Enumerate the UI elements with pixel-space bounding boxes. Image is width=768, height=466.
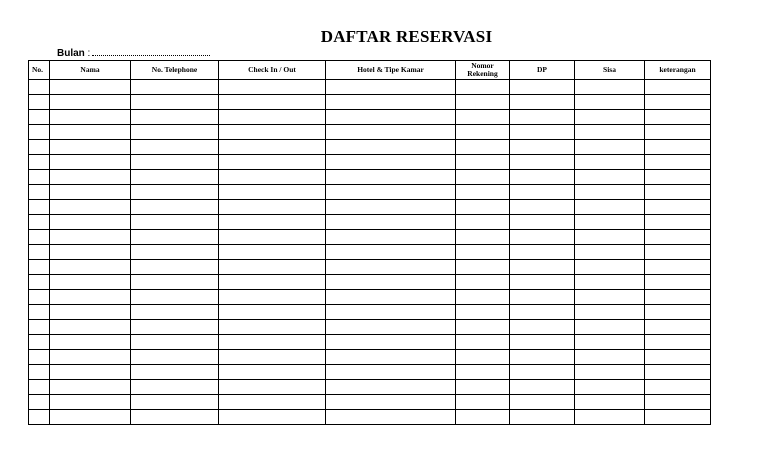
table-cell[interactable] — [131, 335, 219, 350]
table-cell[interactable] — [575, 335, 645, 350]
table-cell[interactable] — [50, 95, 131, 110]
table-cell[interactable] — [326, 395, 456, 410]
table-cell[interactable] — [50, 185, 131, 200]
table-cell[interactable] — [326, 260, 456, 275]
table-cell[interactable] — [456, 395, 510, 410]
table-cell[interactable] — [29, 305, 50, 320]
table-cell[interactable] — [29, 335, 50, 350]
table-cell[interactable] — [510, 320, 575, 335]
bulan-label: Bulan — [57, 48, 85, 59]
table-cell[interactable] — [456, 305, 510, 320]
table-cell[interactable] — [645, 275, 711, 290]
table-row — [29, 365, 711, 380]
table-cell[interactable] — [219, 275, 326, 290]
table-cell[interactable] — [29, 290, 50, 305]
table-cell[interactable] — [219, 260, 326, 275]
table-cell[interactable] — [50, 365, 131, 380]
table-cell[interactable] — [326, 185, 456, 200]
table-cell[interactable] — [131, 410, 219, 425]
col-header-keterangan: keterangan — [645, 61, 711, 80]
table-cell[interactable] — [575, 260, 645, 275]
table-cell[interactable] — [575, 155, 645, 170]
table-cell[interactable] — [219, 140, 326, 155]
table-cell[interactable] — [510, 245, 575, 260]
table-cell[interactable] — [575, 215, 645, 230]
table-cell[interactable] — [29, 395, 50, 410]
table-cell[interactable] — [575, 305, 645, 320]
table-cell[interactable] — [575, 140, 645, 155]
bulan-blank-line — [92, 46, 210, 56]
table-cell[interactable] — [510, 305, 575, 320]
table-row — [29, 230, 711, 245]
table-cell[interactable] — [50, 200, 131, 215]
table-cell[interactable] — [456, 95, 510, 110]
table-cell[interactable] — [219, 200, 326, 215]
table-cell[interactable] — [510, 125, 575, 140]
table-row — [29, 185, 711, 200]
table-row — [29, 335, 711, 350]
table-cell[interactable] — [131, 200, 219, 215]
table-cell[interactable] — [29, 350, 50, 365]
table-row — [29, 140, 711, 155]
table-cell[interactable] — [456, 290, 510, 305]
page-title: DAFTAR RESERVASI — [320, 27, 493, 46]
table-cell[interactable] — [575, 290, 645, 305]
table-cell[interactable] — [219, 335, 326, 350]
table-cell[interactable] — [131, 215, 219, 230]
table-cell[interactable] — [131, 110, 219, 125]
table-row — [29, 215, 711, 230]
table-cell[interactable] — [29, 110, 50, 125]
table-cell[interactable] — [131, 305, 219, 320]
table-cell[interactable] — [29, 95, 50, 110]
table-cell[interactable] — [510, 335, 575, 350]
table-cell[interactable] — [456, 215, 510, 230]
table-row — [29, 170, 711, 185]
table-cell[interactable] — [219, 380, 326, 395]
table-cell[interactable] — [219, 365, 326, 380]
table-cell[interactable] — [575, 185, 645, 200]
table-cell[interactable] — [510, 110, 575, 125]
table-cell[interactable] — [131, 290, 219, 305]
table-cell[interactable] — [50, 110, 131, 125]
table-cell[interactable] — [29, 380, 50, 395]
table-cell[interactable] — [219, 95, 326, 110]
table-cell[interactable] — [456, 185, 510, 200]
table-cell[interactable] — [326, 350, 456, 365]
table-cell[interactable] — [326, 110, 456, 125]
table-header-row — [29, 61, 711, 80]
table-body — [29, 80, 711, 425]
table-cell[interactable] — [131, 320, 219, 335]
table-row — [29, 350, 711, 365]
table-cell[interactable] — [50, 80, 131, 95]
table-cell[interactable] — [456, 350, 510, 365]
table-cell[interactable] — [456, 365, 510, 380]
table-cell[interactable] — [326, 290, 456, 305]
table-cell[interactable] — [326, 320, 456, 335]
table-cell[interactable] — [645, 110, 711, 125]
table-cell[interactable] — [50, 155, 131, 170]
table-cell[interactable] — [575, 410, 645, 425]
table-cell[interactable] — [219, 215, 326, 230]
table-cell[interactable] — [575, 245, 645, 260]
table-cell[interactable] — [510, 395, 575, 410]
table-cell[interactable] — [326, 245, 456, 260]
table-cell[interactable] — [29, 320, 50, 335]
table-cell[interactable] — [219, 80, 326, 95]
table-cell[interactable] — [131, 155, 219, 170]
table-row — [29, 380, 711, 395]
table-cell[interactable] — [575, 95, 645, 110]
table-row — [29, 410, 711, 425]
table-cell[interactable] — [456, 335, 510, 350]
table-cell[interactable] — [326, 155, 456, 170]
table-cell[interactable] — [510, 380, 575, 395]
table-cell[interactable] — [645, 260, 711, 275]
table-cell[interactable] — [29, 245, 50, 260]
reservation-table — [28, 60, 711, 425]
table-cell[interactable] — [219, 110, 326, 125]
table-cell[interactable] — [645, 230, 711, 245]
table-cell[interactable] — [645, 335, 711, 350]
table-cell[interactable] — [645, 290, 711, 305]
table-cell[interactable] — [326, 335, 456, 350]
table-cell[interactable] — [131, 260, 219, 275]
table-cell[interactable] — [131, 185, 219, 200]
table-row — [29, 155, 711, 170]
table-cell[interactable] — [326, 230, 456, 245]
table-cell[interactable] — [326, 95, 456, 110]
table-cell[interactable] — [645, 380, 711, 395]
table-cell[interactable] — [29, 200, 50, 215]
table-cell[interactable] — [50, 260, 131, 275]
table-cell[interactable] — [456, 80, 510, 95]
table-cell[interactable] — [456, 155, 510, 170]
table-cell[interactable] — [326, 275, 456, 290]
table-cell[interactable] — [456, 380, 510, 395]
table-cell[interactable] — [50, 350, 131, 365]
table-cell[interactable] — [50, 170, 131, 185]
table-cell[interactable] — [326, 305, 456, 320]
table-cell[interactable] — [131, 395, 219, 410]
col-header-check-in-out: Check In / Out — [219, 61, 326, 80]
table-cell[interactable] — [326, 140, 456, 155]
table-cell[interactable] — [131, 170, 219, 185]
table-cell[interactable] — [510, 155, 575, 170]
table-cell[interactable] — [645, 80, 711, 95]
col-header-nomor-rekening: Nomor Rekening — [456, 61, 510, 80]
table-cell[interactable] — [29, 170, 50, 185]
table-cell[interactable] — [575, 320, 645, 335]
table-cell[interactable] — [510, 185, 575, 200]
table-cell[interactable] — [219, 290, 326, 305]
table-cell[interactable] — [29, 410, 50, 425]
table-cell[interactable] — [50, 125, 131, 140]
table-cell[interactable] — [456, 245, 510, 260]
table-cell[interactable] — [50, 245, 131, 260]
table-cell[interactable] — [456, 320, 510, 335]
table-cell[interactable] — [50, 335, 131, 350]
table-cell[interactable] — [326, 365, 456, 380]
table-cell[interactable] — [645, 245, 711, 260]
table-cell[interactable] — [326, 380, 456, 395]
table-cell[interactable] — [326, 215, 456, 230]
table-cell[interactable] — [456, 230, 510, 245]
table-cell[interactable] — [645, 320, 711, 335]
table-row — [29, 200, 711, 215]
table-cell[interactable] — [510, 275, 575, 290]
table-cell[interactable] — [645, 410, 711, 425]
table-cell[interactable] — [29, 215, 50, 230]
table-cell[interactable] — [219, 320, 326, 335]
table-cell[interactable] — [50, 305, 131, 320]
table-cell[interactable] — [510, 170, 575, 185]
table-cell[interactable] — [131, 350, 219, 365]
table-row — [29, 395, 711, 410]
table-cell[interactable] — [645, 95, 711, 110]
table-cell[interactable] — [575, 365, 645, 380]
table-row — [29, 80, 711, 95]
table-cell[interactable] — [131, 365, 219, 380]
table-cell[interactable] — [575, 200, 645, 215]
table-cell[interactable] — [456, 260, 510, 275]
table-cell[interactable] — [510, 410, 575, 425]
table-cell[interactable] — [575, 395, 645, 410]
table-cell[interactable] — [645, 140, 711, 155]
table-row — [29, 125, 711, 140]
table-cell[interactable] — [326, 170, 456, 185]
table-cell[interactable] — [326, 200, 456, 215]
table-cell[interactable] — [510, 365, 575, 380]
table-cell[interactable] — [456, 125, 510, 140]
table-row — [29, 260, 711, 275]
table-cell[interactable] — [575, 170, 645, 185]
table-cell[interactable] — [645, 185, 711, 200]
table-cell[interactable] — [219, 245, 326, 260]
table-cell[interactable] — [645, 215, 711, 230]
table-cell[interactable] — [131, 380, 219, 395]
table-cell[interactable] — [510, 95, 575, 110]
col-header-sisa: Sisa — [575, 61, 645, 80]
col-header-dp: DP — [510, 61, 575, 80]
table-cell[interactable] — [645, 155, 711, 170]
table-cell[interactable] — [50, 230, 131, 245]
table-cell[interactable] — [131, 80, 219, 95]
table-cell[interactable] — [326, 125, 456, 140]
table-cell[interactable] — [219, 395, 326, 410]
table-cell[interactable] — [510, 260, 575, 275]
table-cell[interactable] — [29, 80, 50, 95]
table-cell[interactable] — [575, 110, 645, 125]
table-cell[interactable] — [131, 275, 219, 290]
table-row — [29, 305, 711, 320]
table-cell[interactable] — [29, 155, 50, 170]
table-cell[interactable] — [456, 140, 510, 155]
table-cell[interactable] — [50, 215, 131, 230]
table-cell[interactable] — [219, 350, 326, 365]
table-row — [29, 290, 711, 305]
table-cell[interactable] — [219, 155, 326, 170]
table-cell[interactable] — [131, 140, 219, 155]
table-row — [29, 110, 711, 125]
table-cell[interactable] — [29, 230, 50, 245]
table-cell[interactable] — [456, 170, 510, 185]
table-cell[interactable] — [50, 275, 131, 290]
table-cell[interactable] — [131, 125, 219, 140]
table-cell[interactable] — [645, 365, 711, 380]
table-cell[interactable] — [29, 125, 50, 140]
table-cell[interactable] — [29, 185, 50, 200]
table-row — [29, 320, 711, 335]
table-cell[interactable] — [456, 110, 510, 125]
table-cell[interactable] — [645, 395, 711, 410]
table-cell[interactable] — [645, 350, 711, 365]
table-cell[interactable] — [645, 170, 711, 185]
table-cell[interactable] — [50, 320, 131, 335]
table-cell[interactable] — [510, 140, 575, 155]
table-cell[interactable] — [219, 170, 326, 185]
col-header-nama: Nama — [50, 61, 131, 80]
table-cell[interactable] — [131, 95, 219, 110]
table-cell[interactable] — [575, 380, 645, 395]
table-cell[interactable] — [29, 365, 50, 380]
table-cell[interactable] — [219, 185, 326, 200]
table-row — [29, 245, 711, 260]
table-cell[interactable] — [29, 275, 50, 290]
table-cell[interactable] — [575, 80, 645, 95]
table-cell[interactable] — [50, 410, 131, 425]
table-cell[interactable] — [575, 230, 645, 245]
col-header-no: No. — [29, 61, 50, 80]
table-cell[interactable] — [575, 350, 645, 365]
table-cell[interactable] — [131, 230, 219, 245]
table-cell[interactable] — [29, 260, 50, 275]
table-cell[interactable] — [575, 125, 645, 140]
table-cell[interactable] — [219, 410, 326, 425]
table-cell[interactable] — [510, 350, 575, 365]
table-cell[interactable] — [510, 200, 575, 215]
table-cell[interactable] — [645, 305, 711, 320]
table-cell[interactable] — [456, 200, 510, 215]
bulan-field — [57, 46, 210, 59]
table-row — [29, 95, 711, 110]
table-cell[interactable] — [50, 380, 131, 395]
table-cell[interactable] — [575, 275, 645, 290]
table-cell[interactable] — [510, 80, 575, 95]
table-cell[interactable] — [326, 80, 456, 95]
table-cell[interactable] — [219, 125, 326, 140]
table-cell[interactable] — [219, 305, 326, 320]
col-header-hotel-tipe-kamar: Hotel & Tipe Kamar — [326, 61, 456, 80]
table-cell[interactable] — [510, 230, 575, 245]
table-cell[interactable] — [50, 140, 131, 155]
table-cell[interactable] — [456, 410, 510, 425]
table-cell[interactable] — [219, 230, 326, 245]
col-header-telephone: No. Telephone — [131, 61, 219, 80]
table-cell[interactable] — [456, 275, 510, 290]
table-cell[interactable] — [510, 215, 575, 230]
table-cell[interactable] — [645, 125, 711, 140]
table-cell[interactable] — [50, 290, 131, 305]
table-cell[interactable] — [645, 200, 711, 215]
table-cell[interactable] — [50, 395, 131, 410]
table-cell[interactable] — [29, 140, 50, 155]
bulan-separator: : — [84, 48, 91, 59]
table-cell[interactable] — [510, 290, 575, 305]
table-cell[interactable] — [326, 410, 456, 425]
table-cell[interactable] — [131, 245, 219, 260]
table-row — [29, 275, 711, 290]
